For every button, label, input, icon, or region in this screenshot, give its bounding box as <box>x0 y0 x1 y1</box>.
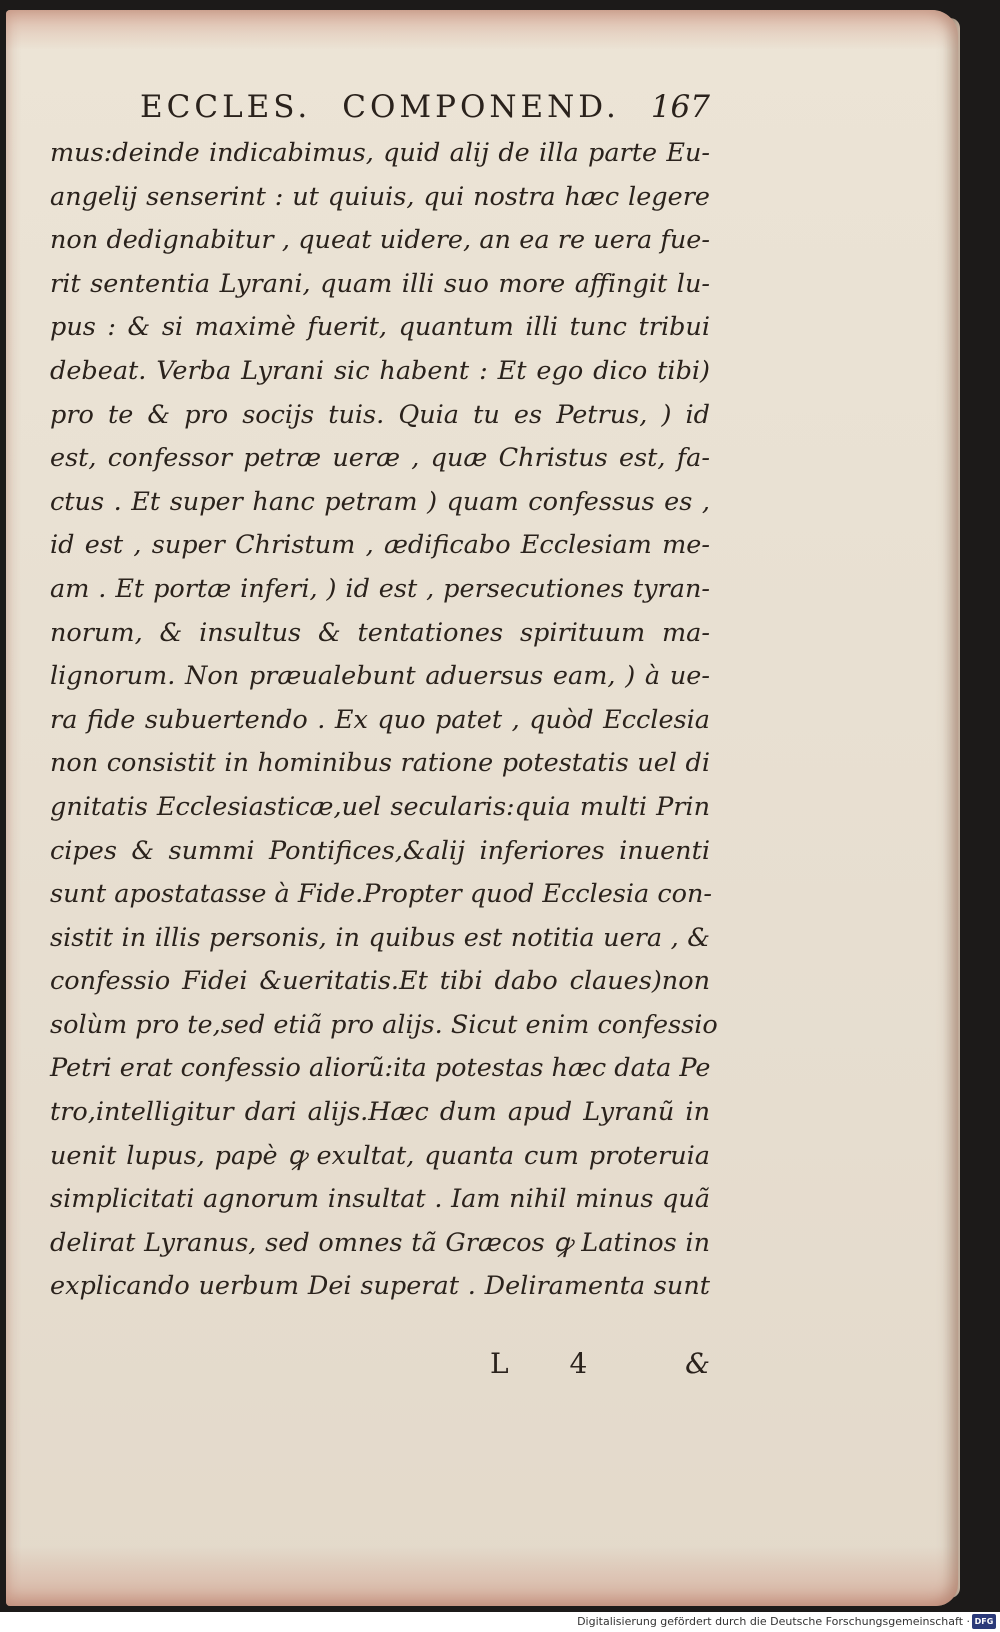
text-line: uenit lupus, papè ꝙ exultat, quanta cum proteruia <box>50 1140 710 1171</box>
text-line: cipes & summi Pontifices,&alij inferiores inuenti <box>50 835 710 866</box>
text-line: simplicitati agnorum insultat . Iam nihil minus quã <box>50 1184 710 1215</box>
text-line: lignorum. Non præualebunt aduersus eam, ) à ue- <box>50 661 710 692</box>
text-block <box>50 84 718 1309</box>
text-line: rit sententia Lyrani, quam illi suo more affingit lu- <box>50 268 710 299</box>
text-line: pus : & si maximè fuerit, quantum illi tunc tribui <box>50 312 710 343</box>
text-line: sistit in illis personis, in quibus est notitia uera , & <box>50 922 710 953</box>
signature-row <box>50 1342 710 1386</box>
text-line: mus:deinde indicabimus, quid alij de illa parte Eu- <box>50 138 710 168</box>
running-head-left: ECCLES. <box>140 89 312 125</box>
text-line: explicando uerbum Dei superat . Deliramenta sunt <box>50 1271 710 1302</box>
signature-mark: L 4 <box>490 1347 614 1380</box>
body-text <box>50 132 718 1309</box>
text-line: id est , super Christum , ædificabo Ecclesiam me- <box>50 530 710 561</box>
footer-bar <box>0 1612 1000 1632</box>
dfg-logo: DFG <box>972 1614 996 1629</box>
page-stain-top <box>6 10 958 50</box>
footer-credit: Digitalisierung gefördert durch die Deutsche Forschungsgemeinschaft · <box>577 1615 970 1628</box>
text-line: solùm pro te,sed etiã pro alijs. Sicut enim confessio <box>50 1009 718 1040</box>
catchword: & <box>685 1347 710 1380</box>
text-line: debeat. Verba Lyrani sic habent : Et ego dico tibi) <box>50 355 710 386</box>
text-line: confessio Fidei &ueritatis.Et tibi dabo claues)non <box>50 966 710 997</box>
text-line: pro te & pro socijs tuis. Quia tu es Petrus, ) id <box>50 399 710 430</box>
text-line: delirat Lyranus, sed omnes tã Græcos ꝙ Latinos in <box>50 1227 710 1258</box>
text-line: est, confessor petræ ueræ , quæ Christus est, fa- <box>50 443 710 474</box>
page-stain-bottom <box>6 1546 958 1606</box>
text-line: am . Et portæ inferi, ) id est , persecutiones tyran- <box>50 573 710 604</box>
text-line: norum, & insultus & tentationes spirituum ma- <box>50 617 710 648</box>
running-head-center: COMPONEND. <box>342 89 620 125</box>
text-line: tro,intelligitur dari alijs.Hæc dum apud Lyranũ in <box>50 1097 710 1128</box>
text-line: angelij senserint : ut quiuis, qui nostra hæc legere <box>50 181 710 212</box>
text-line: non consistit in hominibus ratione potestatis uel di <box>50 748 710 779</box>
text-line: non dedignabitur , queat uidere, an ea re uera fue- <box>50 225 710 256</box>
text-line: gnitatis Ecclesiasticæ,uel secularis:quia multi Prin <box>50 791 710 822</box>
text-line: ctus . Et super hanc petram ) quam confessus es , <box>50 486 710 517</box>
page-number: 167 <box>650 89 710 125</box>
text-line: sunt apostatasse à Fide.Propter quod Ecclesia con- <box>50 879 713 910</box>
running-head <box>50 84 710 130</box>
text-line: ra fide subuertendo . Ex quo patet , quòd Ecclesia <box>50 704 710 735</box>
text-line: Petri erat confessio aliorũ:ita potestas hæc data Pe <box>50 1053 711 1084</box>
